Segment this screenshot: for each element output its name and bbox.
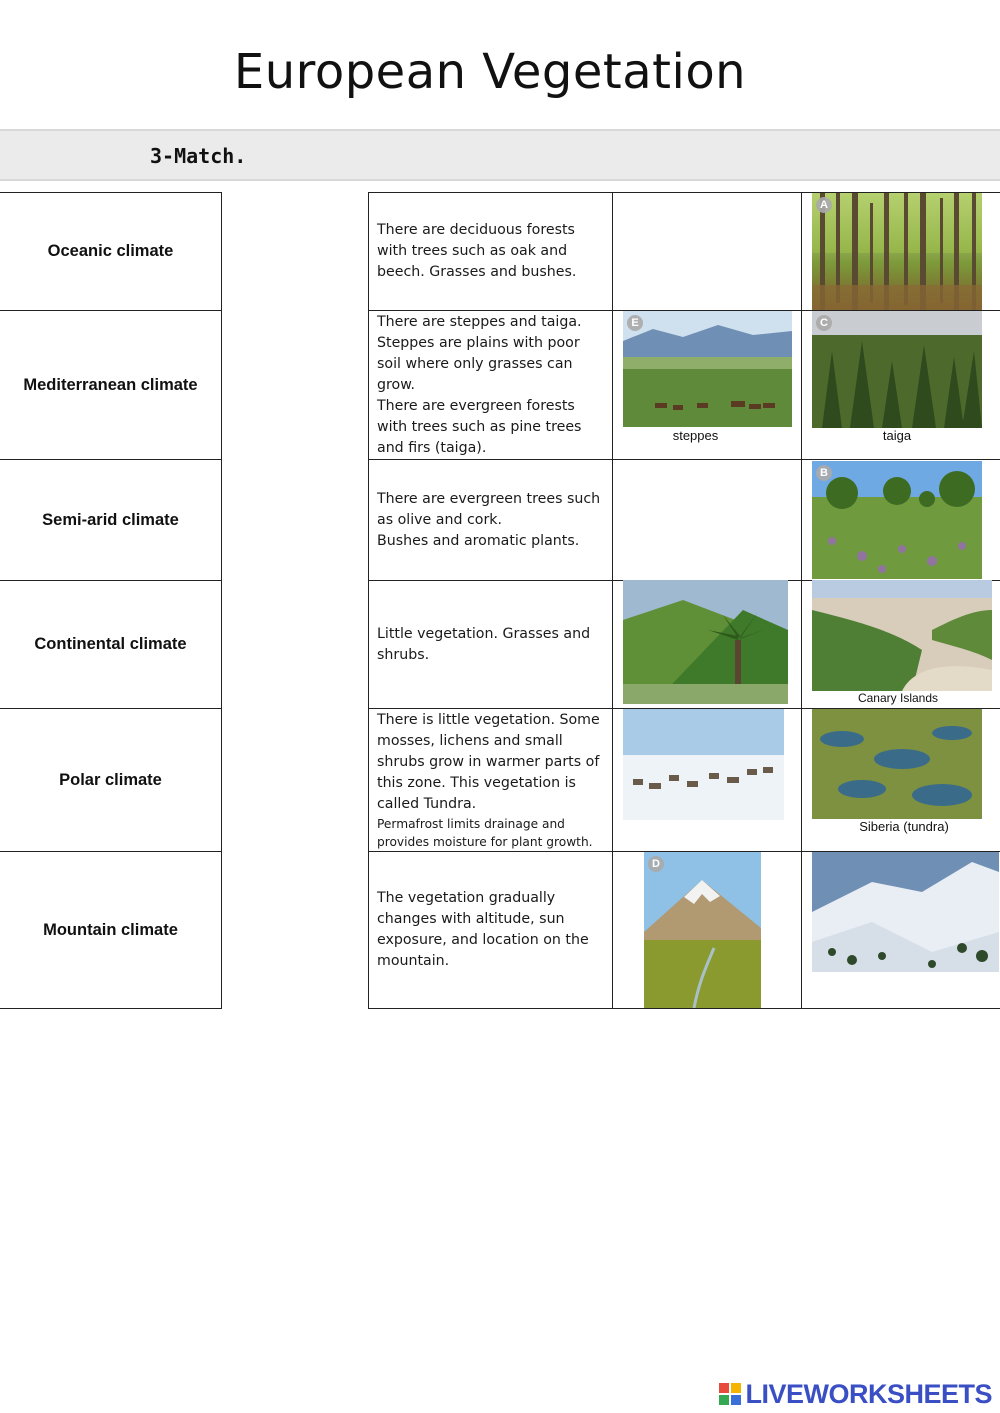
meadow-photo-b[interactable]: [812, 461, 982, 579]
image-cell: [612, 192, 802, 311]
letter-badge: D: [648, 856, 664, 872]
letter-badge: B: [816, 465, 832, 481]
description-box-1[interactable]: There are deciduous forests with trees such as oak and beech. Grasses and bushes.: [368, 192, 613, 311]
caption-canary-islands: Canary Islands: [857, 691, 939, 705]
logo-text: LIVEWORKSHEETS: [745, 1378, 992, 1409]
caption-taiga: taiga: [882, 428, 912, 443]
climate-box-mountain[interactable]: Mountain climate: [0, 851, 222, 1009]
canary-islands-photo[interactable]: [812, 580, 992, 691]
section-header: [0, 129, 1000, 181]
page-title: European Vegetation: [233, 44, 747, 100]
description-box-4[interactable]: Little vegetation. Grasses and shrubs.: [368, 580, 613, 709]
siberia-tundra-photo[interactable]: [812, 709, 982, 819]
description-box-2[interactable]: There are steppes and taiga. Steppes are plains with poor soil where only grasses can grow. There are evergreen forests with trees such as pine trees and firs (taiga).: [368, 310, 613, 460]
description-box-3[interactable]: There are evergreen trees such as olive and cork. Bushes and aromatic plants.: [368, 459, 613, 581]
letter-badge: C: [816, 315, 832, 331]
climate-box-continental[interactable]: Continental climate: [0, 580, 222, 709]
letter-badge: A: [816, 197, 832, 213]
mountain-photo-d[interactable]: [644, 852, 761, 1008]
caption-steppes: steppes: [672, 428, 719, 443]
caption-siberia: Siberia (tundra): [859, 819, 949, 834]
description-box-5[interactable]: There is little vegetation. Some mosses, lichens and small shrubs grow in warmer parts of this zone. This vegetation is called Tundra. Permafrost limits drainage and provides moisture for plant growth.: [368, 708, 613, 852]
logo-mark-icon: [719, 1383, 741, 1405]
reindeer-photo[interactable]: [623, 709, 784, 820]
climate-box-oceanic[interactable]: Oceanic climate: [0, 192, 222, 311]
palm-hill-photo[interactable]: [623, 580, 788, 704]
section-label: 3-Match.: [150, 144, 247, 168]
climate-box-semi-arid[interactable]: Semi-arid climate: [0, 459, 222, 581]
climate-box-mediterranean[interactable]: Mediterranean climate: [0, 310, 222, 460]
snowy-mountain-photo[interactable]: [812, 852, 999, 972]
description-box-6[interactable]: The vegetation gradually changes with altitude, sun exposure, and location on the mountain.: [368, 851, 613, 1009]
forest-photo-a[interactable]: [812, 193, 982, 310]
letter-badge: E: [627, 315, 643, 331]
liveworksheets-logo: [719, 1377, 992, 1411]
image-cell: [612, 459, 802, 581]
taiga-photo[interactable]: [812, 311, 982, 428]
steppes-photo[interactable]: [623, 311, 792, 427]
climate-box-polar[interactable]: Polar climate: [0, 708, 222, 852]
